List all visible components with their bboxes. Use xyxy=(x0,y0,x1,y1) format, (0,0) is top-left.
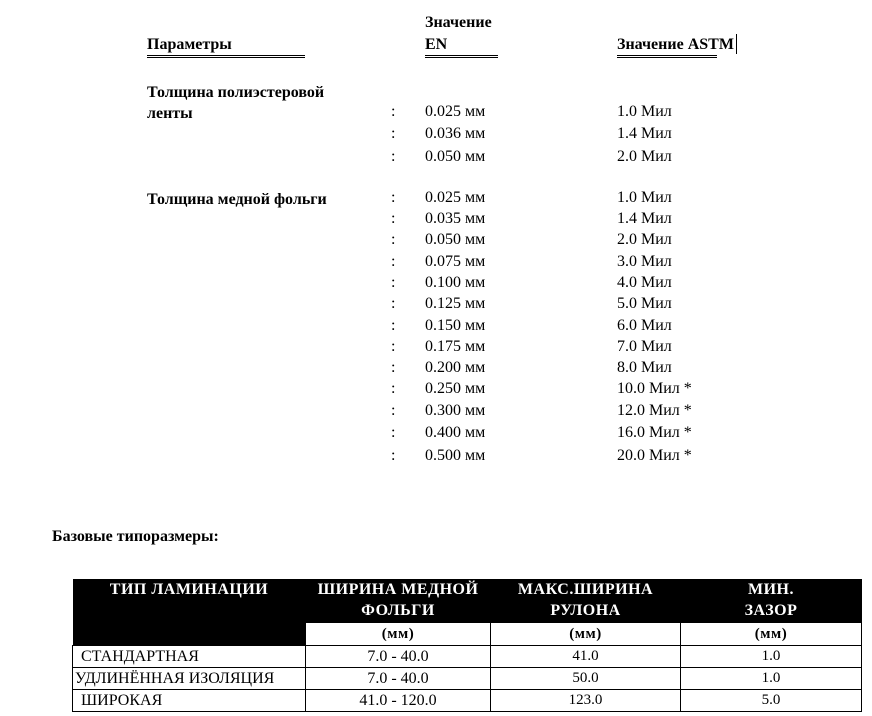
table-row xyxy=(73,646,862,668)
cell-foil-width: 41.0 - 120.0 xyxy=(306,690,491,712)
row-colon: : xyxy=(391,274,396,291)
row-colon: : xyxy=(391,317,396,334)
copper-row xyxy=(0,380,872,401)
row-colon: : xyxy=(391,424,396,441)
row-colon: : xyxy=(391,338,396,355)
polyester-label-line2: ленты xyxy=(147,105,193,122)
row-astm-value: 1.0 Мил xyxy=(617,189,672,206)
copper-row xyxy=(0,210,872,231)
row-astm-value: 8.0 Мил xyxy=(617,359,672,376)
table-units-row xyxy=(73,623,862,646)
row-en-value: 0.100 мм xyxy=(425,274,486,291)
cell-min-gap: 1.0 xyxy=(681,646,862,668)
row-en-value: 0.050 мм xyxy=(425,148,486,165)
header-line1: МАКС.ШИРИНА xyxy=(517,581,654,598)
row-en-value: 0.025 мм xyxy=(425,189,486,206)
row-astm-value: 1.4 Мил xyxy=(617,125,672,142)
row-colon: : xyxy=(391,210,396,227)
row-en-value: 0.250 мм xyxy=(425,380,486,397)
polyester-row xyxy=(0,148,872,169)
table-header-type xyxy=(73,579,306,623)
copper-row xyxy=(0,402,872,423)
copper-row xyxy=(0,424,872,445)
header-astm-value: Значение ASTM xyxy=(617,36,717,58)
row-colon: : xyxy=(391,295,396,312)
copper-row xyxy=(0,189,872,210)
copper-row xyxy=(0,338,872,359)
copper-row xyxy=(0,295,872,316)
cell-type: СТАНДАРТНАЯ xyxy=(73,646,306,668)
row-en-value: 0.075 мм xyxy=(425,253,486,270)
header-line2: ФОЛЬГИ xyxy=(361,602,435,619)
cell-foil-width: 7.0 - 40.0 xyxy=(306,668,491,690)
copper-label: Толщина медной фольги xyxy=(147,191,327,208)
header-line1: ШИРИНА МЕДНОЙ xyxy=(317,581,479,598)
units-cell-max-roll: (мм) xyxy=(491,623,681,646)
row-astm-value: 2.0 Мил xyxy=(617,148,672,165)
cell-min-gap: 5.0 xyxy=(681,690,862,712)
row-colon: : xyxy=(391,380,396,397)
row-en-value: 0.300 мм xyxy=(425,402,486,419)
row-en-value: 0.125 мм xyxy=(425,295,486,312)
header-line1: ТИП ЛАМИНАЦИИ xyxy=(109,581,269,598)
row-astm-value: 3.0 Мил xyxy=(617,253,672,270)
base-sizes-title: Базовые типоразмеры: xyxy=(52,528,219,545)
units-cell-min-gap: (мм) xyxy=(681,623,862,646)
row-astm-value: 20.0 Мил * xyxy=(617,447,692,464)
row-en-value: 0.050 мм xyxy=(425,231,486,248)
row-colon: : xyxy=(391,148,396,165)
row-en-value: 0.035 мм xyxy=(425,210,486,227)
cell-max-roll: 41.0 xyxy=(491,646,681,668)
row-colon: : xyxy=(391,189,396,206)
row-astm-value: 7.0 Мил xyxy=(617,338,672,355)
polyester-label-line1: Толщина полиэстеровой xyxy=(147,84,325,101)
cell-max-roll: 50.0 xyxy=(491,668,681,690)
row-en-value: 0.400 мм xyxy=(425,424,486,441)
row-en-value: 0.175 мм xyxy=(425,338,486,355)
units-cell-foil-width: (мм) xyxy=(306,623,491,646)
row-en-value: 0.036 мм xyxy=(425,125,486,142)
header-line1: МИН. xyxy=(748,581,794,598)
header-line2: ЗАЗОР xyxy=(744,602,798,619)
copper-row xyxy=(0,359,872,380)
row-astm-value: 16.0 Мил * xyxy=(617,424,692,441)
row-en-value: 0.200 мм xyxy=(425,359,486,376)
table-row xyxy=(73,668,862,690)
row-en-value: 0.500 мм xyxy=(425,447,486,464)
row-colon: : xyxy=(391,103,396,120)
copper-row xyxy=(0,317,872,338)
row-colon: : xyxy=(391,125,396,142)
row-colon: : xyxy=(391,402,396,419)
polyester-row xyxy=(0,125,872,146)
table-header-row xyxy=(73,579,862,623)
table-header-foil-width xyxy=(306,579,491,623)
units-cell-type xyxy=(73,623,306,646)
cell-foil-width: 7.0 - 40.0 xyxy=(306,646,491,668)
cell-min-gap: 1.0 xyxy=(681,668,862,690)
row-astm-value: 1.0 Мил xyxy=(617,103,672,120)
copper-row xyxy=(0,253,872,274)
text-cursor xyxy=(736,34,737,54)
row-en-value: 0.150 мм xyxy=(425,317,486,334)
header-en-value-line1: Значение xyxy=(425,14,492,31)
row-colon: : xyxy=(391,253,396,270)
row-colon: : xyxy=(391,231,396,248)
row-colon: : xyxy=(391,359,396,376)
row-colon: : xyxy=(391,447,396,464)
polyester-row xyxy=(0,103,872,124)
row-astm-value: 6.0 Мил xyxy=(617,317,672,334)
copper-row xyxy=(0,447,872,468)
table-row xyxy=(73,690,862,712)
row-astm-value: 1.4 Мил xyxy=(617,210,672,227)
row-astm-value: 2.0 Мил xyxy=(617,231,672,248)
table-header-max-roll xyxy=(491,579,681,623)
row-astm-value: 10.0 Мил * xyxy=(617,380,692,397)
cell-type: УДЛИНЁННАЯ ИЗОЛЯЦИЯ xyxy=(73,668,306,690)
lamination-table xyxy=(72,579,862,712)
row-astm-value: 5.0 Мил xyxy=(617,295,672,312)
header-line2: РУЛОНА xyxy=(550,602,621,619)
header-parameters: Параметры xyxy=(147,36,305,58)
copper-row xyxy=(0,231,872,252)
row-en-value: 0.025 мм xyxy=(425,103,486,120)
header-en-value-line2: EN xyxy=(425,36,498,58)
copper-row xyxy=(0,274,872,295)
table-header-min-gap xyxy=(681,579,862,623)
row-astm-value: 12.0 Мил * xyxy=(617,402,692,419)
row-astm-value: 4.0 Мил xyxy=(617,274,672,291)
cell-max-roll: 123.0 xyxy=(491,690,681,712)
cell-type: ШИРОКАЯ xyxy=(73,690,306,712)
